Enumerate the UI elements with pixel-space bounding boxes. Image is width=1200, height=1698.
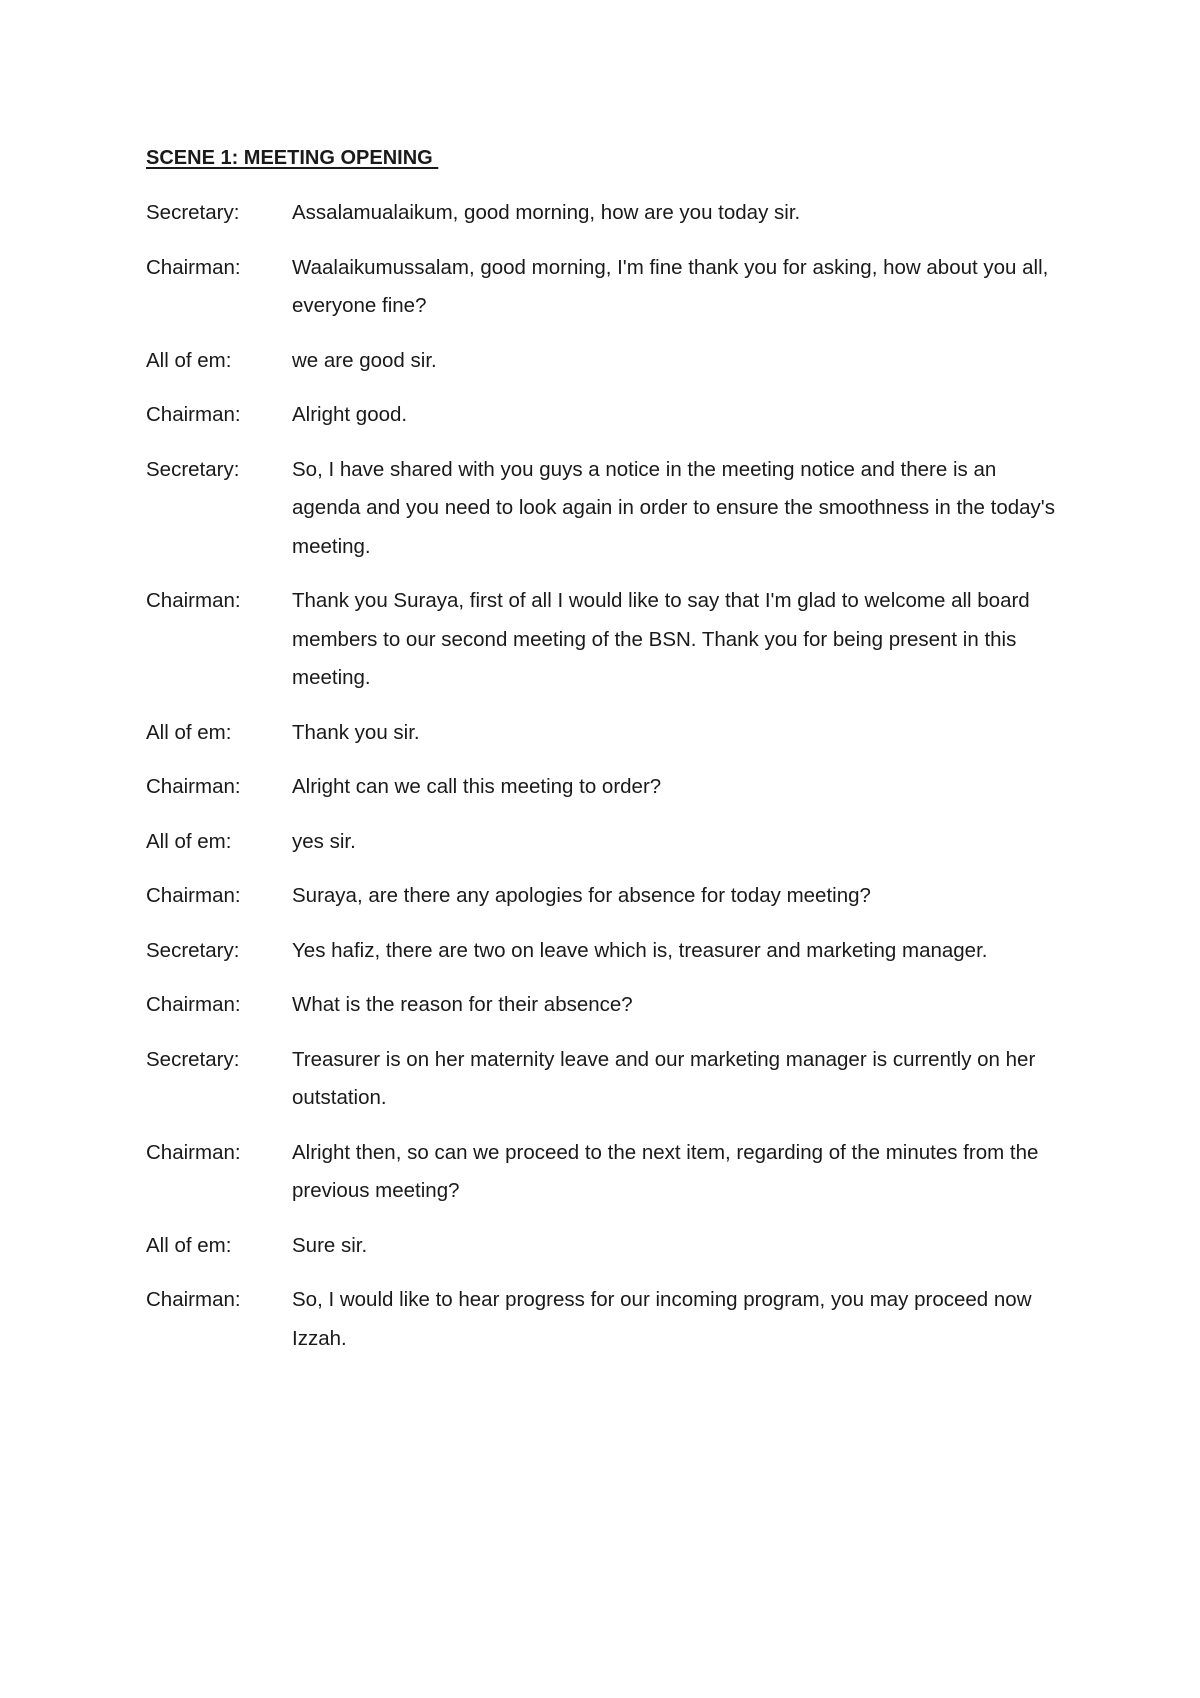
speech-text: Treasurer is on her maternity leave and our marketing manager is currently on her outstation.	[292, 1047, 1036, 1109]
speech-text: we are good sir.	[292, 348, 437, 372]
speaker-label: Chairman:	[146, 1288, 241, 1311]
speaker-label: Secretary:	[146, 1047, 240, 1071]
dialogue-line	[146, 768, 1066, 807]
speaker-label: Secretary:	[146, 457, 240, 481]
dialogue-line	[146, 1281, 1066, 1358]
dialogue-line	[146, 1227, 1066, 1266]
dialogue-line	[146, 249, 1066, 326]
document-page	[146, 144, 1066, 1374]
speaker-label: All of em:	[146, 348, 232, 372]
speaker-label: All of em:	[146, 829, 232, 853]
speaker-label: Chairman:	[146, 884, 241, 907]
speaker-label: Secretary:	[146, 938, 240, 962]
dialogue-line	[146, 451, 1066, 567]
speaker-label: Chairman:	[146, 255, 241, 279]
speech-text: Alright can we call this meeting to order?	[292, 775, 662, 798]
speech-text: Thank you Suraya, first of all I would like to say that I'm glad to welcome all board members to our second meeting of the BSN. Thank you for being present in this meeting.	[292, 589, 1030, 689]
scene-title: SCENE 1: MEETING OPENING	[146, 147, 439, 169]
dialogue-line	[146, 582, 1066, 698]
dialogue-line	[146, 194, 1066, 233]
speech-text: Assalamualaikum, good morning, how are you today sir.	[292, 201, 801, 224]
speaker-label: All of em:	[146, 1233, 232, 1257]
dialogue-line	[146, 986, 1066, 1025]
dialogue-line	[146, 396, 1066, 435]
speech-text: yes sir.	[292, 829, 356, 853]
dialogue-list	[146, 194, 1066, 1358]
dialogue-line	[146, 932, 1066, 971]
speaker-label: Chairman:	[146, 993, 241, 1016]
speech-text: Suraya, are there any apologies for absence for today meeting?	[292, 884, 871, 907]
dialogue-line	[146, 714, 1066, 753]
speaker-label: Chairman:	[146, 775, 241, 798]
dialogue-line	[146, 1041, 1066, 1118]
dialogue-line	[146, 823, 1066, 862]
speech-text: Sure sir.	[292, 1233, 368, 1257]
dialogue-line	[146, 342, 1066, 381]
speaker-label: Chairman:	[146, 589, 241, 612]
speaker-label: Chairman:	[146, 1140, 241, 1164]
speech-text: Alright good.	[292, 403, 408, 426]
speech-text: Alright then, so can we proceed to the next item, regarding of the minutes from the previous meeting?	[292, 1140, 1039, 1202]
speech-text: So, I would like to hear progress for our incoming program, you may proceed now Izzah.	[292, 1288, 1032, 1350]
speaker-label: Chairman:	[146, 403, 241, 426]
speech-text: Waalaikumussalam, good morning, I'm fine thank you for asking, how about you all, everyone fine?	[292, 255, 1049, 317]
speech-text: Yes hafiz, there are two on leave which is, treasurer and marketing manager.	[292, 938, 988, 962]
dialogue-line	[146, 877, 1066, 916]
speech-text: What is the reason for their absence?	[292, 993, 633, 1016]
speech-text: So, I have shared with you guys a notice in the meeting notice and there is an agenda and you need to look again in order to ensure the smoothness in the today's meeting.	[292, 457, 1055, 558]
speech-text: Thank you sir.	[292, 720, 420, 744]
speaker-label: All of em:	[146, 720, 232, 744]
dialogue-line	[146, 1134, 1066, 1211]
speaker-label: Secretary:	[146, 201, 240, 224]
